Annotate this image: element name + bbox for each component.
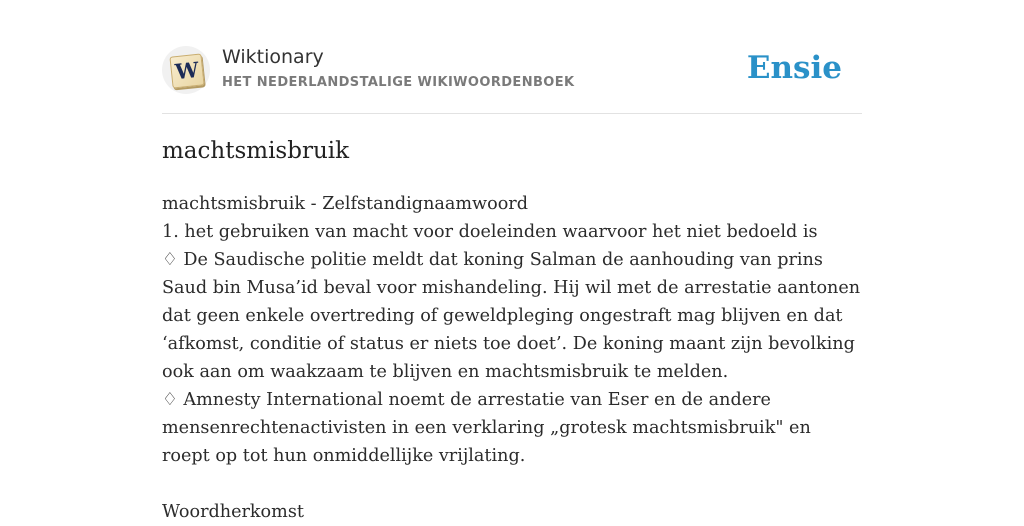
spacer [162,470,862,498]
entry-content [162,190,862,526]
word-type-line: machtsmisbruik - Zelfstandignaamwoord [162,194,528,214]
example-quote: ♢ De Saudische politie meldt dat koning Salman de aanhouding van prins Saud bin Musa’id beval voor mishandeling. Hij wil met de arrestatie aantonen dat geen enkele overtreding of geweldpleging ongestraft mag blijven en dat ‘afkomst, conditie of status er niets toe doet’. De koning maant zijn bevolking ook aan om waakzaam te blijven en machtsmisbruik te melden. [162,250,861,382]
wiktionary-logo-icon[interactable] [162,46,210,94]
page-container [162,0,862,522]
site-header [162,0,862,114]
example-quote: ♢ Amnesty International noemt de arrestatie van Eser en de andere mensenrechtenactivisten in een verklaring „grotesk machtsmisbruik" en roept op tot hun onmiddellijke vrijlating. [162,390,811,466]
site-title[interactable]: Wiktionary [222,46,324,68]
section-heading-etymology: Woordherkomst [162,502,304,522]
definition-line: 1. het gebruiken van macht voor doeleinden waarvoor het niet bedoeld is [162,222,818,242]
ensie-brand-link[interactable]: Ensie [746,50,842,86]
logo-letter: W [173,56,200,85]
site-subtitle: HET NEDERLANDSTALIGE WIKIWOORDENBOEK [222,75,575,90]
logo-tile [169,53,204,88]
page-title: machtsmisbruik [162,138,350,164]
